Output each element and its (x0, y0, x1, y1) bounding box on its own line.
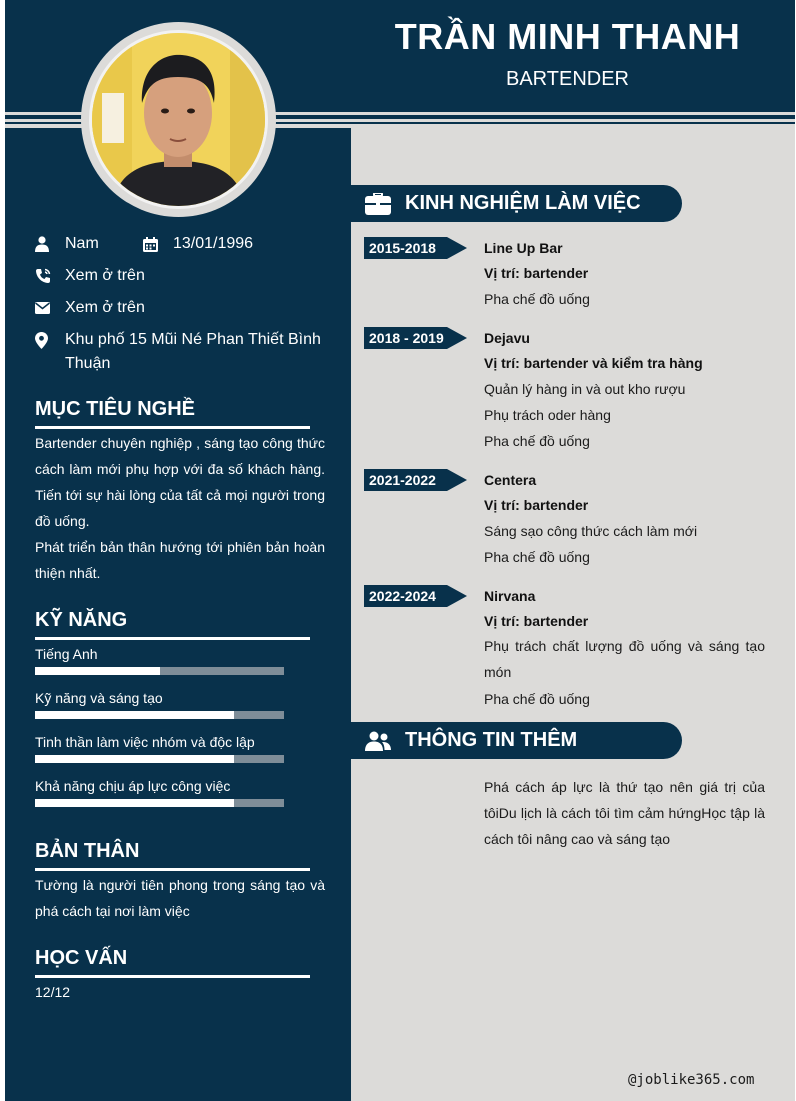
phone-value: Xem ở trên (65, 267, 145, 284)
job-duty: Pha chế đồ uống (484, 291, 590, 307)
job-company: Dejavu (484, 330, 530, 346)
skill-bar (35, 755, 284, 763)
skill-bar (35, 711, 284, 719)
skill-label: Khả năng chịu áp lực công việc (35, 778, 231, 794)
job-position: Vị trí: bartender (484, 497, 589, 513)
job-date-badge: 2021-2022 (364, 469, 447, 491)
job-duty: Sáng sạo công thức cách làm mới (484, 523, 698, 539)
job-position: Vị trí: bartender (484, 613, 589, 629)
objective-rule (35, 426, 310, 429)
personal-heading: BẢN THÂN (35, 840, 140, 862)
skills-heading: KỸ NĂNG (35, 609, 128, 631)
job-duty: Pha chế đồ uống (484, 433, 590, 449)
job-company: Centera (484, 472, 537, 488)
avatar (89, 30, 268, 209)
map-pin-icon (35, 328, 65, 352)
job-date-badge: 2022-2024 (364, 585, 447, 607)
extra-heading-ribbon (351, 722, 682, 759)
email-value: Xem ở trên (65, 299, 145, 316)
job-date-badge: 2015-2018 (364, 237, 447, 259)
candidate-name: TRẦN MINH THANH (394, 16, 741, 57)
footer-watermark: @joblike365.com (628, 1072, 755, 1088)
extra-heading: THÔNG TIN THÊM (405, 729, 578, 751)
skill-bar (35, 667, 284, 675)
contact-gender (35, 232, 253, 256)
cv-page (5, 0, 795, 1101)
job-position: Vị trí: bartender và kiểm tra hàng (484, 355, 703, 371)
envelope-icon (35, 296, 65, 320)
person-icon (35, 232, 65, 256)
experience-heading: KINH NGHIỆM LÀM VIỆC (405, 192, 641, 214)
job-duty: Quản lý hàng in và out kho rượu (484, 381, 686, 397)
address-value: Khu phố 15 Mũi Né Phan Thiết Bình Thuận (65, 331, 321, 372)
skill-bar (35, 799, 284, 807)
skill-bar-fill (35, 755, 234, 763)
objective-text-1: Bartender chuyên nghiệp , sáng tạo công thức cách làm mới phụ hợp với đa số khách hàng. Tiến tới sự hài lòng của tất cả mọi người trong đồ uống. (35, 435, 325, 529)
objective-text-2: Phát triển bản thân hướng tới phiên bản hoàn thiện nhất. (35, 539, 325, 581)
skill-label: Tiếng Anh (35, 646, 98, 662)
personal-rule (35, 868, 310, 871)
users-icon (351, 731, 405, 751)
skill-bar-fill (35, 711, 234, 719)
job-duty: Pha chế đồ uống (484, 549, 590, 565)
job-company: Line Up Bar (484, 240, 563, 256)
objective-heading: MỤC TIÊU NGHỀ (35, 398, 195, 420)
skill-bar-fill (35, 667, 160, 675)
skill-bar-fill (35, 799, 234, 807)
education-text: 12/12 (35, 984, 71, 1000)
job-duty: Pha chế đồ uống (484, 691, 590, 707)
briefcase-icon (351, 193, 405, 215)
experience-heading-ribbon (351, 185, 682, 222)
birthday-value: 13/01/1996 (173, 235, 254, 252)
sidebar (5, 128, 351, 1101)
calendar-icon (143, 232, 173, 256)
job-duty: Phụ trách oder hàng (484, 407, 611, 423)
skill-label: Kỹ năng và sáng tạo (35, 690, 163, 706)
skill-label: Tinh thần làm việc nhóm và độc lập (35, 734, 255, 750)
job-date-badge: 2018 - 2019 (364, 327, 447, 349)
phone-icon (35, 264, 65, 288)
job-duty: Phụ trách chất lượng đồ uống và sáng tạo món (484, 638, 765, 680)
extra-text: Phá cách áp lực là thứ tạo nên giá trị của tôiDu lịch là cách tôi tìm cảm hứngHọc tập là cách tôi nâng cao và sáng tạo (484, 779, 765, 847)
job-company: Nirvana (484, 588, 536, 604)
personal-text: Tường là người tiên phong trong sáng tạo và phá cách tại nơi làm việc (35, 877, 325, 919)
gender-value: Nam (65, 235, 99, 252)
contact-address (35, 328, 325, 376)
skills-rule (35, 637, 310, 640)
contact-phone (35, 264, 325, 288)
education-heading: HỌC VẤN (35, 947, 128, 969)
candidate-job-title: BARTENDER (506, 68, 629, 90)
education-rule (35, 975, 310, 978)
job-position: Vị trí: bartender (484, 265, 589, 281)
contact-email (35, 296, 325, 320)
